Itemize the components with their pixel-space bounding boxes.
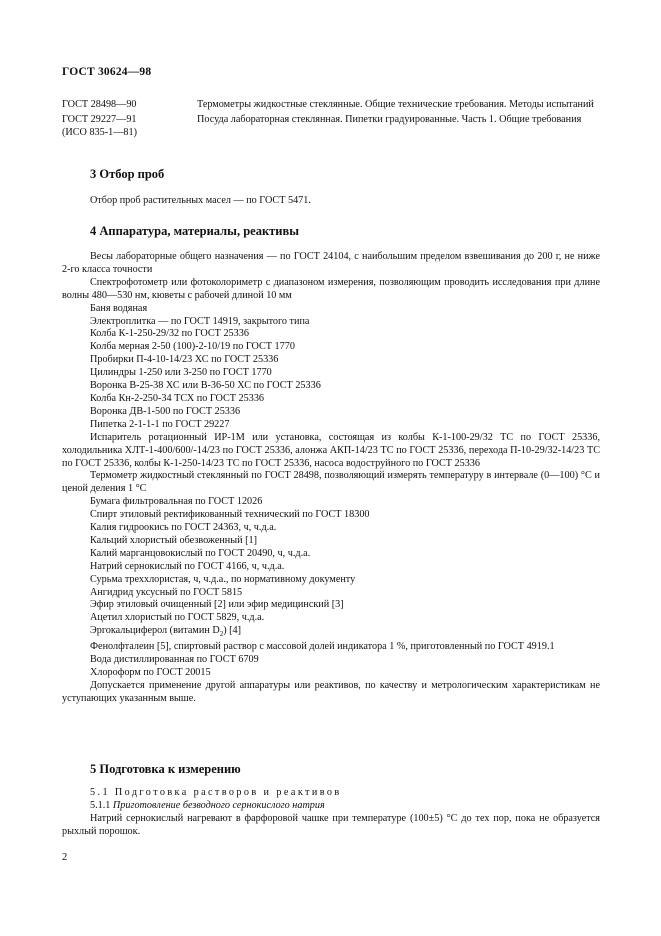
list-item: Бумага фильтровальная по ГОСТ 12026 — [90, 496, 263, 508]
list-item: Электроплитка — по ГОСТ 14919, закрытого типа — [90, 315, 310, 327]
list-item: Калий марганцовокислый по ГОСТ 20490, ч, ч.д.а. — [90, 547, 311, 559]
paragraph-thermometer: Термометр жидкостный стеклянный по ГОСТ 28498, позволяющий измерять температуру в интервале (0—100) °С и ценой деления 1 °С — [62, 470, 600, 495]
reference-code-iso: (ИСО 835-1—81) — [62, 127, 137, 138]
list-item: Эфир этиловый очищенный [2] или эфир медицинский [3] — [90, 599, 344, 611]
list-item: Баня водяная — [90, 302, 148, 314]
reference-title: Термометры жидкостные стеклянные. Общие технические требования. Методы испытаний — [197, 99, 594, 110]
list-item: Ацетил хлористый по ГОСТ 5829, ч.д.а. — [90, 612, 265, 624]
list-item: Воронка В-25-38 ХС или В-36-50 ХС по ГОСТ 25336 — [90, 380, 321, 392]
document-header: ГОСТ 30624—98 — [62, 66, 152, 78]
subsection-5-1-title: 5.1 Подготовка растворов и реактивов — [90, 787, 342, 798]
list-item: Вода дистиллированная по ГОСТ 6709 — [90, 654, 259, 666]
subsection-5-1-1-heading: 5.1.1 Приготовление безводного сернокислого натрия — [90, 799, 325, 811]
list-item: Воронка ДВ-1-500 по ГОСТ 25336 — [90, 405, 241, 417]
reference-title: Посуда лабораторная стеклянная. Пипетки градуированные. Часть 1. Общие требования — [197, 114, 582, 125]
list-item: Натрий сернокислый по ГОСТ 4166, ч, ч.д.а. — [90, 560, 285, 572]
paragraph: Спектрофотометр или фотоколориметр с диапазоном измерения, позволяющим проводить исследования при длине волны 480—530 нм, кюветы с рабочей длиной 10 мм — [62, 276, 600, 301]
normative-references — [62, 98, 602, 141]
reference-code: ГОСТ 29227—91 — [62, 114, 137, 125]
list-item: Колба мерная 2-50 (100)-2-10/19 по ГОСТ 1770 — [90, 341, 295, 353]
reference-row — [62, 113, 602, 139]
paragraph: Натрий сернокислый нагревают в фарфоровой чашке при температуре (100±5) °С до тех пор, пока не образуется рыхлый порошок. — [62, 812, 600, 837]
subsection-5-1-1-title: Приготовление безводного сернокислого натрия — [112, 799, 325, 811]
paragraph-phenolphthalein: Фенолфталеин [5], спиртовый раствор с массовой долей индикатора 1 %, приготовленный по ГОСТ 4919.1 — [90, 641, 555, 653]
list-item: Ангидрид уксусный по ГОСТ 5815 — [90, 586, 243, 598]
section-4-body — [62, 251, 600, 706]
list-item: Колба К-1-250-29/32 по ГОСТ 25336 — [90, 328, 249, 340]
reference-code: ГОСТ 28498—90 — [62, 99, 137, 110]
list-item: Хлороформ по ГОСТ 20015 — [90, 667, 211, 679]
reference-row — [62, 98, 602, 111]
list-item: Кальций хлористый обезвоженный [1] — [90, 534, 257, 546]
page-number: 2 — [62, 852, 68, 863]
paragraph-allowance: Допускается применение другой аппаратуры или реактивов, по качеству и метрологическим характеристикам не уступающих указанным выше. — [62, 679, 600, 704]
section-5-body — [62, 787, 600, 839]
list-item: Пипетка 2-1-1-1 по ГОСТ 29227 — [90, 418, 230, 430]
section-5-title: 5 Подготовка к измерению — [90, 762, 241, 776]
list-item-ergocalciferol: Эргокальциферол (витамин $D_2$) [4] — [90, 625, 242, 639]
list-item: Цилиндры 1-250 или 3-250 по ГОСТ 1770 — [90, 367, 272, 379]
section-3-text: Отбор проб растительных масел — по ГОСТ 5471. — [90, 195, 311, 206]
paragraph-evaporator: Испаритель ротационный ИР-1М или установка, состоящая из колбы К-1-100-29/32 ТС по ГОСТ 25336, холодильника ХЛТ-1-400/600/-14/23 по ГОСТ 25336, алонжа АКП-14/23 ТС по ГОСТ 25336, перехода П-10-29/32-14/23 ТС по ГОСТ 25336, колбы К-1-250-14/23 ТС по ГОСТ 25336, насоса водоструйного по ГОСТ 25336 — [62, 431, 600, 469]
list-item: Калия гидроокись по ГОСТ 24363, ч, ч.д.а. — [90, 522, 277, 534]
list-item: Спирт этиловый ректификованный технический по ГОСТ 18300 — [90, 509, 370, 521]
list-item: Колба Кн-2-250-34 ТСХ по ГОСТ 25336 — [90, 392, 265, 404]
section-4-title: 4 Аппаратура, материалы, реактивы — [90, 224, 299, 238]
list-item: Сурьма треххлористая, ч, ч.д.а., по нормативному документу — [90, 573, 356, 585]
list-item: Пробирки П-4-10-14/23 ХС по ГОСТ 25336 — [90, 354, 279, 366]
paragraph: Весы лабораторные общего назначения — по ГОСТ 24104, с наибольшим пределом взвешивания до 200 г, не ниже 2-го класса точности — [62, 251, 600, 275]
section-3-title: 3 Отбор проб — [90, 167, 165, 181]
